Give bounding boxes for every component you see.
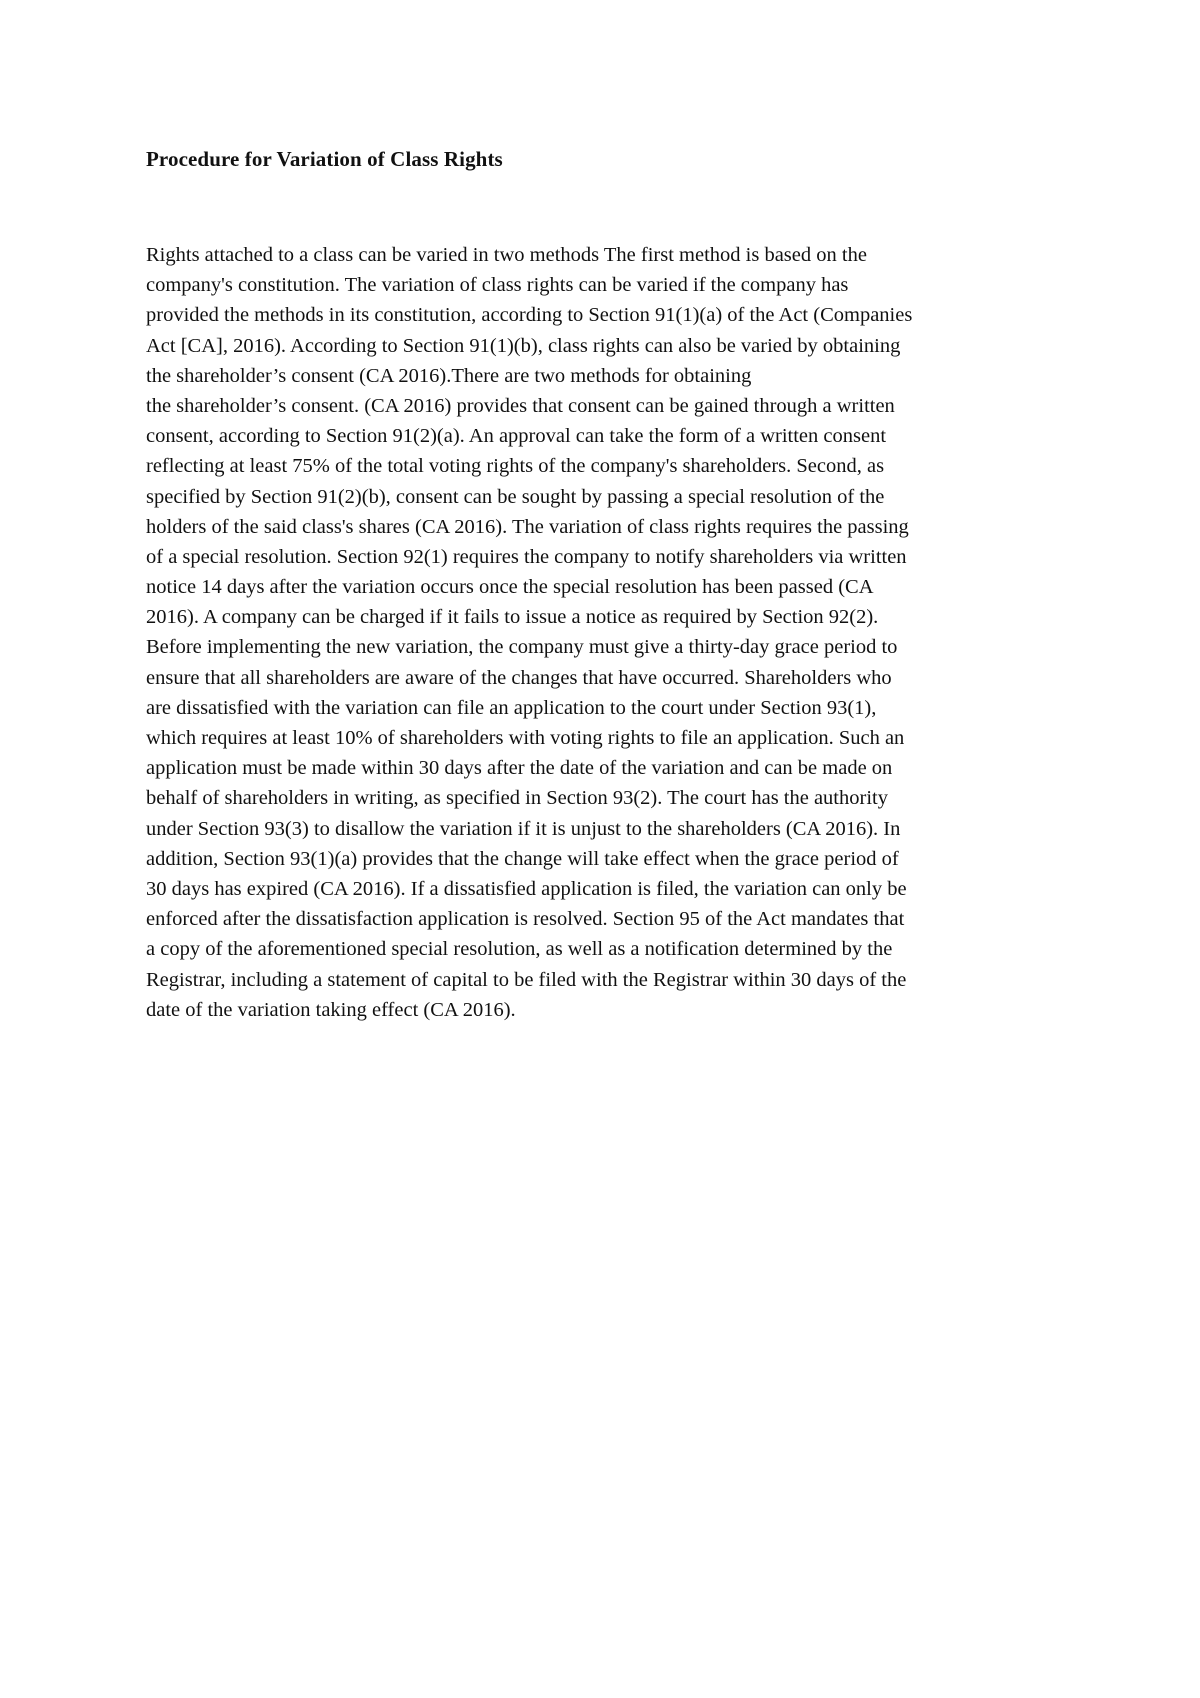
paragraph-line: Registrar, including a statement of capital to be filed with the Registrar within 30 days of the xyxy=(146,968,907,991)
paragraph-line: holders of the said class's shares (CA 2016). The variation of class rights requires the passing xyxy=(146,515,909,538)
document-title: Procedure for Variation of Class Rights xyxy=(146,147,503,171)
paragraph-line: Act [CA], 2016). According to Section 91(1)(b), class rights can also be varied by obtaining xyxy=(146,334,901,357)
paragraph-line: ensure that all shareholders are aware of the changes that have occurred. Shareholders who xyxy=(146,666,892,689)
paragraph-line: of a special resolution. Section 92(1) requires the company to notify shareholders via written xyxy=(146,545,907,568)
paragraph-line: consent, according to Section 91(2)(a). An approval can take the form of a written consent xyxy=(146,425,887,448)
paragraph-line: addition, Section 93(1)(a) provides that the change will take effect when the grace period of xyxy=(146,847,899,870)
paragraph-line: the shareholder’s consent. (CA 2016) provides that consent can be gained through a written xyxy=(146,394,895,417)
paragraph-line: Rights attached to a class can be varied in two methods The first method is based on the xyxy=(146,244,867,266)
paragraph-line: provided the methods in its constitution, according to Section 91(1)(a) of the Act (Companies xyxy=(146,304,913,327)
paragraph-line: date of the variation taking effect (CA 2016). xyxy=(146,998,516,1021)
paragraph-line: a copy of the aforementioned special resolution, as well as a notification determined by the xyxy=(146,938,893,961)
paragraph-line: Before implementing the new variation, the company must give a thirty-day grace period to xyxy=(146,636,898,659)
paragraph-line: under Section 93(3) to disallow the variation if it is unjust to the shareholders (CA 2016). In xyxy=(146,817,901,840)
paragraph-line: 2016). A company can be charged if it fails to issue a notice as required by Section 92(2). xyxy=(146,606,879,629)
paragraph-line: specified by Section 91(2)(b), consent can be sought by passing a special resolution of the xyxy=(146,485,885,508)
body-paragraph xyxy=(146,240,1076,1025)
paragraph-line: which requires at least 10% of shareholders with voting rights to file an application. Such an xyxy=(146,727,905,749)
paragraph-line: notice 14 days after the variation occurs once the special resolution has been passed (CA xyxy=(146,576,874,599)
paragraph-line: reflecting at least 75% of the total voting rights of the company's shareholders. Second, as xyxy=(146,455,885,478)
paragraph-line: 30 days has expired (CA 2016). If a dissatisfied application is filed, the variation can only be xyxy=(146,877,907,900)
paragraph-line: enforced after the dissatisfaction application is resolved. Section 95 of the Act mandates that xyxy=(146,908,905,931)
paragraph-line: the shareholder’s consent (CA 2016).There are two methods for obtaining xyxy=(146,364,752,387)
paragraph-line: application must be made within 30 days after the date of the variation and can be made on xyxy=(146,757,893,780)
paragraph-line: are dissatisfied with the variation can file an application to the court under Section 93(1), xyxy=(146,696,877,719)
paragraph-line: company's constitution. The variation of class rights can be varied if the company has xyxy=(146,274,849,297)
paragraph-line: behalf of shareholders in writing, as specified in Section 93(2). The court has the authority xyxy=(146,787,888,810)
